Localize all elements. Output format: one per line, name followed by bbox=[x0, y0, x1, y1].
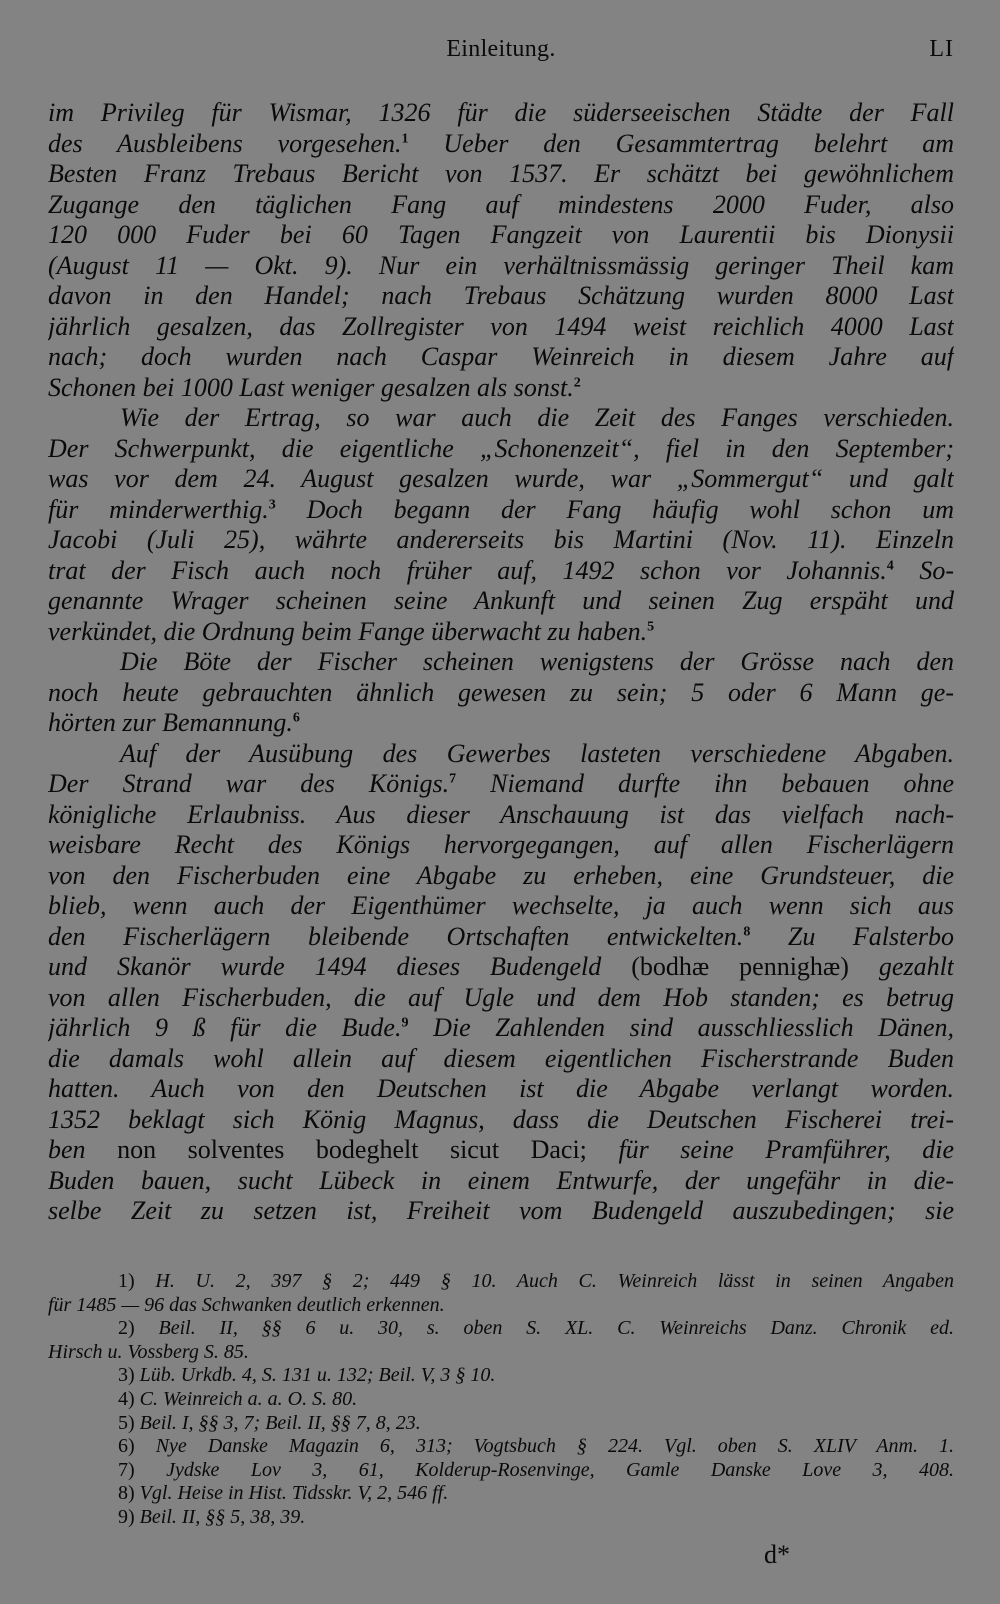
body-line: Zugange den täglichen Fang auf mindestens 2000 Fuder, also bbox=[48, 189, 954, 219]
page-number: LI bbox=[929, 36, 954, 62]
body-line: noch heute gebrauchten ähnlich gewesen zu sein; 5 oder 6 Mann ge- bbox=[48, 677, 954, 707]
printer-signature: d* bbox=[764, 1540, 790, 1569]
body-line: Wie der Ertrag, so war auch die Zeit des Fanges verschieden. bbox=[120, 403, 954, 432]
body-line: von allen Fischerbuden, die auf Ugle und dem Hob standen; es betrug bbox=[48, 982, 954, 1012]
footnote: 6) Nye Danske Magazin 6, 313; Vogtsbuch § 224. Vgl. oben S. XLIV Anm. 1. bbox=[118, 1435, 954, 1458]
body-line: und Skanör wurde 1494 dieses Budengeld (bodhæ pennighæ) gezahlt bbox=[48, 952, 954, 981]
body-line: Der Schwerpunkt, die eigentliche „Schonenzeit“, fiel in den September; bbox=[48, 433, 954, 463]
note-marker: 3 bbox=[268, 496, 276, 512]
footnote: 5) Beil. I, §§ 3, 7; Beil. II, §§ 7, 8, 23. bbox=[118, 1411, 421, 1434]
running-title: Einleitung. bbox=[446, 36, 556, 62]
body-line: 120 000 Fuder bei 60 Tagen Fangzeit von Laurentii bis Dionysii bbox=[48, 220, 954, 249]
body-line: Jacobi (Juli 25), währte andererseits bis Martini (Nov. 11). Einzeln bbox=[48, 525, 954, 554]
body-line: Auf der Ausübung des Gewerbes lasteten verschiedene Abgaben. bbox=[120, 738, 954, 768]
body-line: genannte Wrager scheinen seine Ankunft und seinen Zug erspäht und bbox=[48, 586, 954, 615]
body-text bbox=[48, 98, 954, 1227]
body-line: im Privileg für Wismar, 1326 für die süderseeischen Städte der Fall bbox=[48, 98, 954, 127]
body-line: Die Böte der Fischer scheinen wenigstens der Grösse nach den bbox=[120, 647, 954, 676]
upright-phrase: (bodhæ pennighæ) bbox=[631, 952, 849, 981]
upright-phrase: non solventes bodeghelt sicut Daci; bbox=[117, 1135, 587, 1164]
body-line: weisbare Recht des Königs hervorgegangen, auf allen Fischerlägern bbox=[48, 830, 954, 859]
footnote: 3) Lüb. Urkdb. 4, S. 131 u. 132; Beil. V, 3 § 10. bbox=[118, 1364, 496, 1387]
note-marker: 1 bbox=[401, 130, 409, 146]
footnotes bbox=[48, 1270, 954, 1530]
body-line: für minderwerthig.$^3$ Doch begann der Fang häufig wohl schon um bbox=[48, 494, 954, 524]
body-line: königliche Erlaubniss. Aus dieser Anschauung ist das vielfach nach- bbox=[48, 799, 954, 829]
body-line: davon in den Handel; nach Trebaus Schätzung wurden 8000 Last bbox=[48, 281, 954, 310]
footnote-continuation: für 1485 — 96 das Schwanken deutlich erkennen. bbox=[48, 1293, 445, 1316]
body-line: was vor dem 24. August gesalzen wurde, war „Sommergut“ und galt bbox=[48, 464, 954, 493]
body-line: blieb, wenn auch der Eigenthümer wechselte, ja auch wenn sich aus bbox=[48, 891, 954, 920]
body-line: Besten Franz Trebaus Bericht von 1537. Er schätzt bei gewöhnlichem bbox=[48, 159, 954, 188]
body-line: ben non solventes bodeghelt sicut Daci; für seine Pramführer, die bbox=[48, 1135, 954, 1164]
body-line: verkündet, die Ordnung beim Fange überwacht zu haben.$^5$ bbox=[48, 616, 655, 646]
body-line: hatten. Auch von den Deutschen ist die Abgabe verlangt worden. bbox=[48, 1074, 954, 1103]
footnote: 7) Jydske Lov 3, 61, Kolderup-Rosenvinge, Gamle Danske Love 3, 408. bbox=[118, 1458, 954, 1481]
body-line: Buden bauen, sucht Lübeck in einem Entwurfe, der ungefähr in die- bbox=[48, 1165, 954, 1195]
body-line: jährlich 9 ß für die Bude.$^9$ Die Zahlenden sind ausschliesslich Dänen, bbox=[48, 1013, 954, 1042]
body-line: des Ausbleibens vorgesehen.$^1$ Ueber den Gesammtertrag belehrt am bbox=[48, 128, 954, 158]
body-line: (August 11 — Okt. 9). Nur ein verhältnissmässig geringer Theil kam bbox=[48, 250, 954, 280]
note-marker: 6 bbox=[292, 710, 300, 726]
note-marker: 4 bbox=[886, 557, 894, 573]
note-marker: 5 bbox=[647, 618, 655, 634]
footnote: 8) Vgl. Heise in Hist. Tidsskr. V, 2, 546 ff. bbox=[118, 1482, 449, 1505]
note-marker: 7 bbox=[449, 771, 457, 787]
footnote-continuation: Hirsch u. Vossberg S. 85. bbox=[48, 1340, 249, 1363]
footnote: 4) C. Weinreich a. a. O. S. 80. bbox=[118, 1387, 358, 1410]
footnote: 2) Beil. II, §§ 6 u. 30, s. oben S. XL. C. Weinreichs Danz. Chronik ed. bbox=[118, 1317, 954, 1340]
running-head bbox=[48, 36, 954, 70]
body-line: trat der Fisch auch noch früher auf, 1492 schon vor Johannis.$^4$ So- bbox=[48, 555, 954, 585]
body-line: jährlich gesalzen, das Zollregister von 1494 weist reichlich 4000 Last bbox=[48, 311, 954, 341]
note-marker: 2 bbox=[573, 374, 581, 390]
footnote: 1) H. U. 2, 397 § 2; 449 § 10. Auch C. Weinreich lässt in seinen Angaben bbox=[118, 1270, 954, 1292]
body-line: hörten zur Bemannung.$^6$ bbox=[48, 708, 300, 737]
body-line: nach; doch wurden nach Caspar Weinreich in diesem Jahre auf bbox=[48, 342, 954, 371]
body-line: von den Fischerbuden eine Abgabe zu erheben, eine Grundsteuer, die bbox=[48, 860, 954, 890]
body-line: die damals wohl allein auf diesem eigentlichen Fischerstrande Buden bbox=[48, 1043, 954, 1073]
note-marker: 9 bbox=[401, 1015, 409, 1031]
body-line: Schonen bei 1000 Last weniger gesalzen als sonst.$^2$ bbox=[48, 372, 581, 402]
body-line: Der Strand war des Königs.$^7$ Niemand durfte ihn bebauen ohne bbox=[48, 769, 954, 798]
body-line: 1352 beklagt sich König Magnus, dass die Deutschen Fischerei trei- bbox=[48, 1104, 954, 1134]
note-marker: 8 bbox=[743, 923, 751, 939]
footnote: 9) Beil. II, §§ 5, 38, 39. bbox=[118, 1505, 306, 1528]
body-line: selbe Zeit zu setzen ist, Freiheit vom Budengeld auszubedingen; sie bbox=[48, 1196, 954, 1225]
body-line: den Fischerlägern bleibende Ortschaften entwickelten.$^8$ Zu Falsterbo bbox=[48, 921, 954, 951]
